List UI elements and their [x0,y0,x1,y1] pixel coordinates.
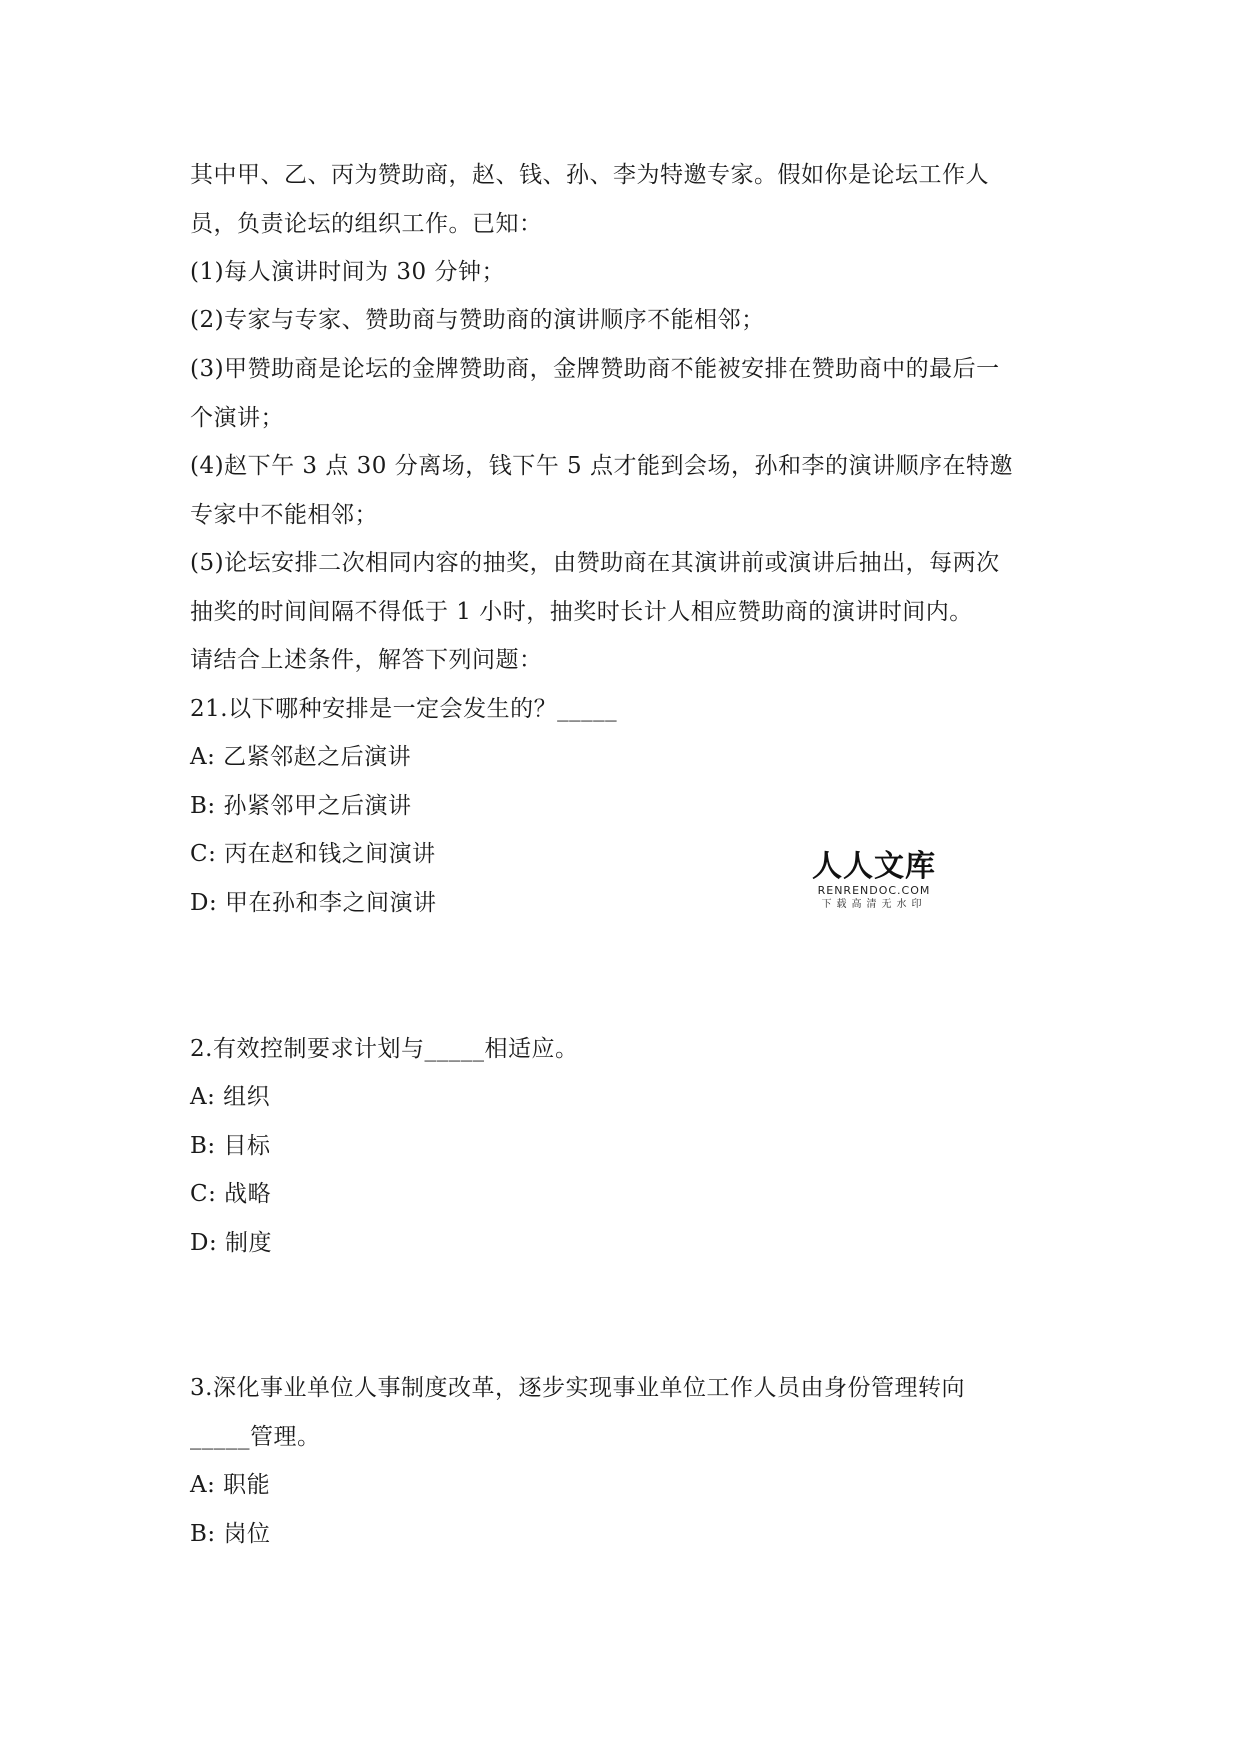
question-3-option-a: A: 职能 [190,1472,271,1498]
question-3-stem: 3.深化事业单位人事制度改革，逐步实现事业单位工作人员由身份管理转向 [190,1375,965,1401]
watermark-domain: RENRENDOC.COM [817,884,931,897]
condition-5-cont: 抽奖的时间间隔不得低于 1 小时，抽奖时长计人相应赞助商的演讲时间内。 [190,599,973,625]
question-21-option-c: C: 丙在赵和钱之间演讲 [190,841,436,867]
question-21-option-b: B: 孙紧邻甲之后演讲 [190,793,412,819]
question-2-option-c: C: 战略 [190,1181,272,1207]
watermark-title: 人人文库 [812,849,936,884]
question-2-option-d: D: 制度 [190,1230,273,1256]
condition-3-cont: 个演讲； [190,405,284,431]
condition-4: (4)赵下午 3 点 30 分离场，钱下午 5 点才能到会场，孙和李的演讲顺序在特邀 [190,453,1013,479]
question-2-option-b: B: 目标 [190,1133,271,1159]
question-2-option-a: A: 组织 [190,1084,271,1110]
intro-line: 员，负责论坛的组织工作。已知： [190,211,543,237]
watermark [810,850,938,911]
question-21-stem: 21.以下哪种安排是一定会发生的？_____ [190,696,618,722]
question-2-stem: 2.有效控制要求计划与_____相适应。 [190,1036,579,1062]
condition-5: (5)论坛安排二次相同内容的抽奖，由赞助商在其演讲前或演讲后抽出，每两次 [190,550,1000,576]
question-21-option-d: D: 甲在孙和李之间演讲 [190,890,437,916]
condition-1: (1)每人演讲时间为 30 分钟； [190,259,505,285]
watermark-subtitle: 下载高清无水印 [821,899,927,910]
condition-3: (3)甲赞助商是论坛的金牌赞助商，金牌赞助商不能被安排在赞助商中的最后一 [190,356,1000,382]
condition-4-cont: 专家中不能相邻； [190,502,378,528]
question-3-option-b: B: 岗位 [190,1521,271,1547]
instruction-line: 请结合上述条件，解答下列问题： [190,647,543,673]
condition-2: (2)专家与专家、赞助商与赞助商的演讲顺序不能相邻； [190,307,765,333]
question-3-stem-cont: _____管理。 [190,1424,321,1450]
intro-line: 其中甲、乙、丙为赞助商，赵、钱、孙、李为特邀专家。假如你是论坛工作人 [190,162,989,188]
question-21-option-a: A: 乙紧邻赵之后演讲 [190,744,412,770]
